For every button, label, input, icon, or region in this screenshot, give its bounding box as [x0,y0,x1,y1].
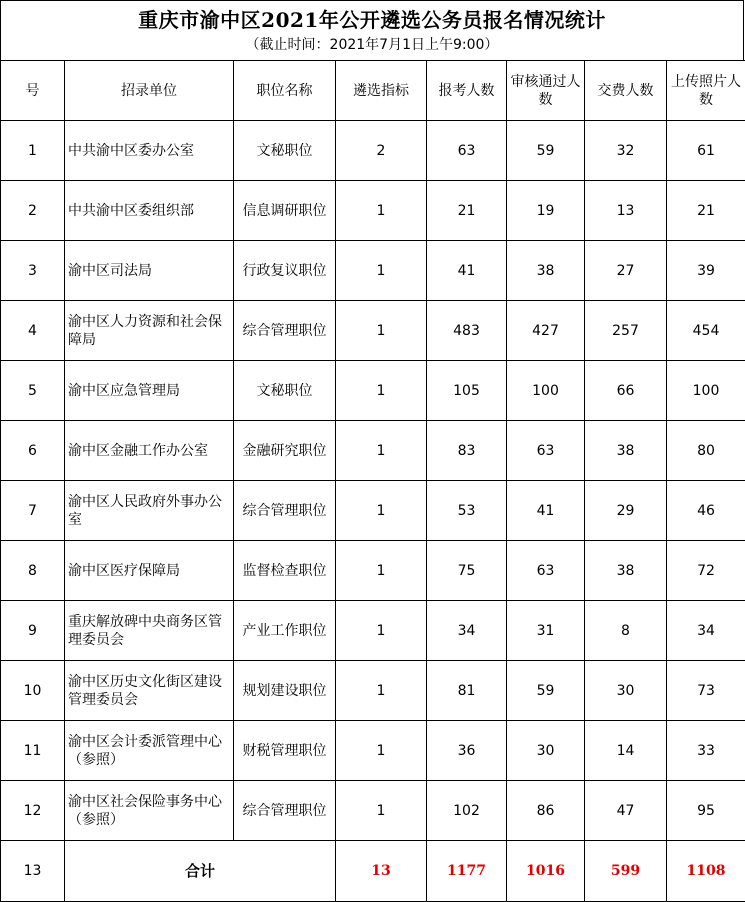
cell-paid: 27 [585,241,667,301]
cell-paid: 66 [585,361,667,421]
cell-unit: 中共渝中区委办公室 [65,121,234,181]
cell-applicants: 83 [427,421,507,481]
cell-approved: 86 [507,781,585,841]
cell-quota: 1 [336,241,427,301]
cell-applicants: 75 [427,541,507,601]
cell-position: 金融研究职位 [234,421,336,481]
cell-position: 文秘职位 [234,121,336,181]
cell-unit: 中共渝中区委组织部 [65,181,234,241]
cell-no: 3 [1,241,65,301]
cell-photos: 21 [667,181,745,241]
total-approved: 1016 [507,841,585,902]
table-row [1,481,745,541]
cell-paid: 32 [585,121,667,181]
cell-approved: 38 [507,241,585,301]
table-row [1,361,745,421]
cell-paid: 38 [585,541,667,601]
table-row [1,121,745,181]
cell-no: 4 [1,301,65,361]
cell-position: 规划建设职位 [234,661,336,721]
table-row [1,661,745,721]
column-header-row [1,61,745,121]
cell-photos: 72 [667,541,745,601]
cell-photos: 454 [667,301,745,361]
total-photos: 1108 [667,841,745,902]
cell-quota: 1 [336,361,427,421]
cell-unit: 渝中区会计委派管理中心（参照） [65,721,234,781]
cell-quota: 2 [336,121,427,181]
total-applicants: 1177 [427,841,507,902]
cell-no: 5 [1,361,65,421]
cell-approved: 59 [507,121,585,181]
cell-quota: 1 [336,481,427,541]
cell-photos: 33 [667,721,745,781]
cell-applicants: 63 [427,121,507,181]
cell-quota: 1 [336,601,427,661]
cell-quota: 1 [336,421,427,481]
statistics-table [0,60,745,902]
cell-unit: 渝中区金融工作办公室 [65,421,234,481]
cell-position: 综合管理职位 [234,301,336,361]
cell-paid: 13 [585,181,667,241]
col-header-position: 职位名称 [234,61,336,121]
cell-position: 综合管理职位 [234,481,336,541]
cell-unit: 渝中区应急管理局 [65,361,234,421]
cell-applicants: 36 [427,721,507,781]
cell-no: 6 [1,421,65,481]
cell-paid: 257 [585,301,667,361]
cell-quota: 1 [336,721,427,781]
cell-applicants: 81 [427,661,507,721]
col-header-quota: 遴选指标 [336,61,427,121]
cell-applicants: 105 [427,361,507,421]
cell-paid: 8 [585,601,667,661]
cell-unit: 渝中区社会保险事务中心（参照） [65,781,234,841]
cell-unit: 重庆解放碑中央商务区管理委员会 [65,601,234,661]
cell-applicants: 102 [427,781,507,841]
cell-approved: 63 [507,541,585,601]
cell-photos: 95 [667,781,745,841]
table-row [1,781,745,841]
cell-unit: 渝中区司法局 [65,241,234,301]
cell-quota: 1 [336,181,427,241]
table-row [1,541,745,601]
cell-applicants: 483 [427,301,507,361]
total-row [1,841,745,902]
cell-applicants: 34 [427,601,507,661]
deadline-subtitle: （截止时间：2021年7月1日上午9:00） [1,35,743,55]
cell-photos: 46 [667,481,745,541]
cell-no: 8 [1,541,65,601]
total-no: 13 [1,841,65,902]
cell-position: 综合管理职位 [234,781,336,841]
table-row [1,301,745,361]
cell-no: 10 [1,661,65,721]
col-header-unit: 招录单位 [65,61,234,121]
cell-photos: 61 [667,121,745,181]
cell-no: 11 [1,721,65,781]
table-row [1,181,745,241]
cell-position: 财税管理职位 [234,721,336,781]
cell-paid: 30 [585,661,667,721]
col-header-applicants: 报考人数 [427,61,507,121]
cell-no: 2 [1,181,65,241]
cell-no: 1 [1,121,65,181]
cell-approved: 41 [507,481,585,541]
table-row [1,421,745,481]
cell-paid: 29 [585,481,667,541]
table-row [1,721,745,781]
cell-applicants: 21 [427,181,507,241]
total-label: 合计 [65,841,336,902]
cell-quota: 1 [336,541,427,601]
cell-approved: 427 [507,301,585,361]
cell-approved: 59 [507,661,585,721]
cell-photos: 39 [667,241,745,301]
cell-paid: 14 [585,721,667,781]
cell-applicants: 41 [427,241,507,301]
cell-paid: 38 [585,421,667,481]
total-paid: 599 [585,841,667,902]
page-title: 重庆市渝中区2021年公开遴选公务员报名情况统计 [1,7,743,33]
cell-unit: 渝中区医疗保障局 [65,541,234,601]
table-row [1,241,745,301]
cell-photos: 100 [667,361,745,421]
cell-photos: 34 [667,601,745,661]
table-row [1,601,745,661]
cell-approved: 63 [507,421,585,481]
cell-no: 9 [1,601,65,661]
cell-photos: 73 [667,661,745,721]
cell-unit: 渝中区历史文化街区建设管理委员会 [65,661,234,721]
col-header-approved: 审核通过人数 [507,61,585,121]
col-header-no: 号 [1,61,65,121]
cell-position: 监督检查职位 [234,541,336,601]
cell-quota: 1 [336,661,427,721]
cell-position: 产业工作职位 [234,601,336,661]
cell-approved: 31 [507,601,585,661]
cell-photos: 80 [667,421,745,481]
cell-position: 文秘职位 [234,361,336,421]
cell-unit: 渝中区人民政府外事办公室 [65,481,234,541]
cell-quota: 1 [336,301,427,361]
cell-position: 行政复议职位 [234,241,336,301]
cell-position: 信息调研职位 [234,181,336,241]
cell-paid: 47 [585,781,667,841]
cell-no: 12 [1,781,65,841]
col-header-paid: 交费人数 [585,61,667,121]
cell-approved: 19 [507,181,585,241]
cell-no: 7 [1,481,65,541]
col-header-photos: 上传照片人数 [667,61,745,121]
cell-unit: 渝中区人力资源和社会保障局 [65,301,234,361]
total-quota: 13 [336,841,427,902]
cell-approved: 100 [507,361,585,421]
cell-quota: 1 [336,781,427,841]
cell-approved: 30 [507,721,585,781]
cell-applicants: 53 [427,481,507,541]
table-header-block [0,0,744,60]
